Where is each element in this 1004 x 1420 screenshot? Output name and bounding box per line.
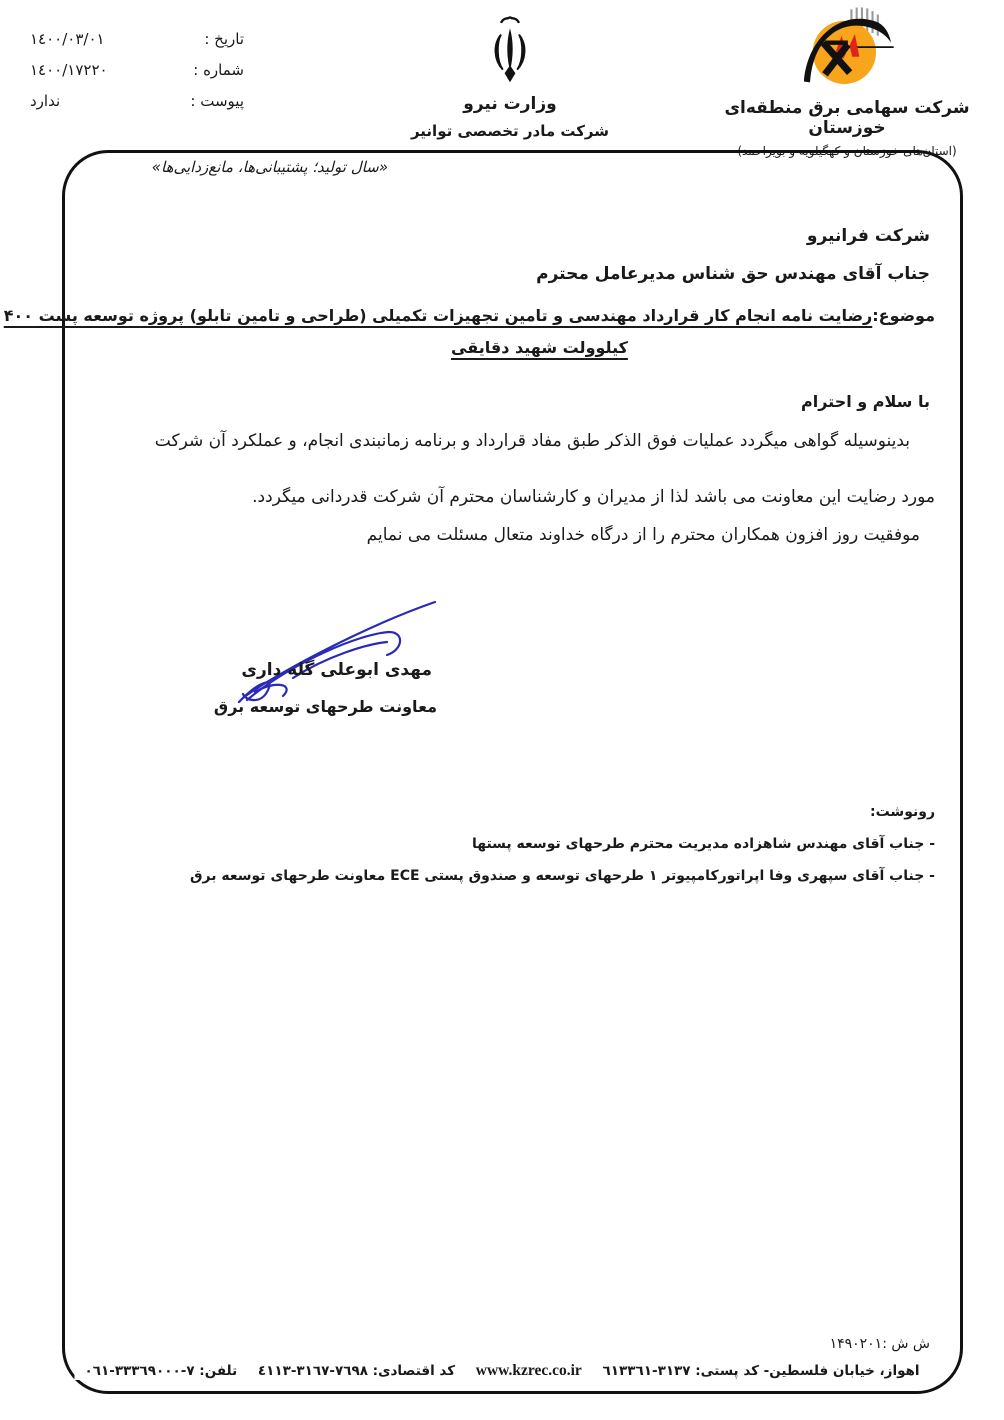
attachment-value: ندارد (30, 92, 61, 110)
signer-name: مهدی ابوعلی گله داری (241, 660, 432, 680)
date-value: ١٤٠٠/٠٣/٠١ (30, 30, 105, 48)
footer-address: اهواز، خیابان فلسطین- کد پستی: ٣١٣٧-٦١٣٣٦١ (602, 1363, 920, 1379)
subject-line-1 (3, 301, 935, 331)
body-line-2: مورد رضایت این معاونت می باشد لذا از مدیران و کارشناسان محترم آن شرکت قدردانی میگردد. (252, 487, 935, 507)
cc-item-1: - جناب آقای مهندس شاهزاده مدیریت محترم طرحهای توسعه پستها (471, 836, 935, 852)
ministry-subtitle: شرکت مادر تخصصی توانیر (410, 122, 610, 140)
footer-phone: تلفن: ٧-٣٣٣٦٩٠٠٠-٠٦١ (84, 1363, 238, 1379)
recipient-person: جناب آقای مهندس حق شناس مدیرعامل محترم (536, 264, 930, 284)
registration-number: ش ش :۱۴۹۰۲۰۱ (829, 1336, 930, 1352)
number-value: ١٤٠٠/١٧٢٢٠ (30, 61, 108, 79)
footer-website: www.kzrec.co.ir (475, 1362, 582, 1379)
cc-item-2: - جناب آقای سپهری وفا اپراتورکامپیوتر ۱ طرحهای توسعه و صندوق پستی ECE معاونت طرحهای توسعه برق (190, 868, 935, 884)
body-line-1: بدینوسیله گواهی میگردد عملیات فوق الذکر طبق مفاد قرارداد و برنامه زمانبندی انجام، و عملکرد آن شرکت (154, 431, 910, 451)
recipient-company: شرکت فرانیرو (806, 226, 930, 246)
company-block (694, 4, 1000, 158)
letter-meta-block (30, 30, 244, 123)
subject-line-2: کیلوولت شهید دقایقی (451, 338, 628, 357)
handwritten-signature (235, 592, 465, 707)
ministry-block (392, 12, 628, 140)
subject-text: رضایت نامه انجام کار قرارداد مهندسی و تامین تجهیزات تکمیلی (طراحی و تامین تابلو) پروژه توسعه پست ۴۰۰ (3, 306, 873, 325)
footer-contact-line (74, 1362, 929, 1380)
date-label: تاریخ : (204, 30, 244, 48)
meta-row-date (30, 30, 244, 48)
letter-frame-border (62, 150, 963, 1394)
meta-row-number (30, 61, 244, 79)
subject-label: موضوع: (872, 306, 935, 325)
ministry-title: وزارت نیرو (463, 94, 557, 114)
body-line-3: موفقیت روز افزون همکاران محترم را از درگاه خداوند متعال مسئلت می نمایم (366, 525, 920, 545)
signer-title: معاونت طرحهای توسعه برق (213, 697, 437, 716)
number-label: شماره : (193, 61, 244, 79)
year-slogan: «سال تولید؛ پشتیبانی‌ها، مانع‌زدایی‌ها» (151, 158, 388, 176)
salutation: با سلام و احترام (801, 392, 930, 411)
company-subtitle: (استان‌های خوزستان و کهگیلویه و بویراحمد) (737, 144, 957, 158)
meta-row-attachment (30, 92, 244, 110)
company-name: شرکت سهامی برق منطقه‌ای خوزستان (724, 98, 970, 138)
company-logo-icon (797, 4, 897, 92)
attachment-label: پیوست : (190, 92, 244, 110)
cc-label: رونوشت: (870, 804, 935, 820)
footer-econ-code: کد اقتصادی: ٧٦٩٨-٣١٦٧-٤١١٣ (257, 1363, 456, 1379)
iran-emblem-icon (483, 12, 537, 86)
